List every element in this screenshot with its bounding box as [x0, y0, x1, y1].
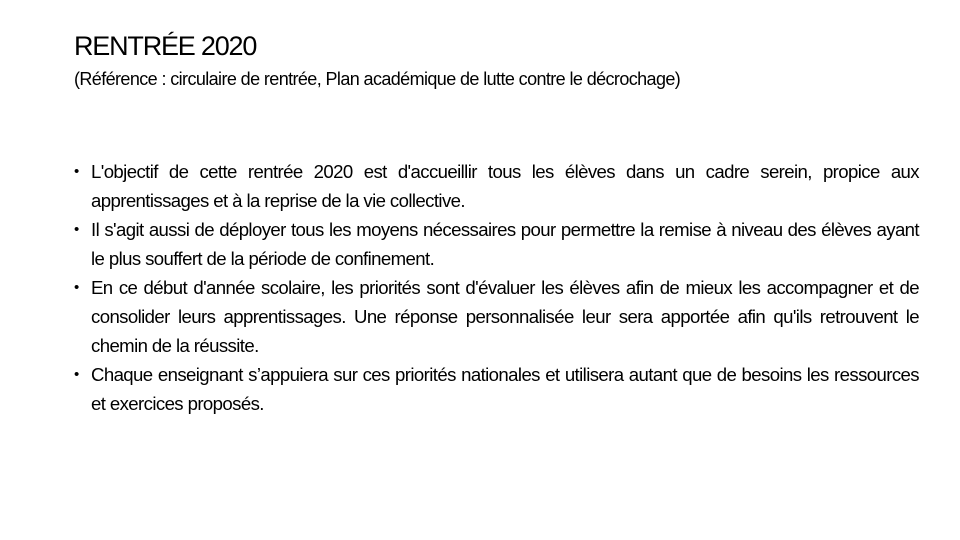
bullet-dot-icon: •	[74, 279, 79, 296]
bullet-item	[74, 273, 919, 360]
bullet-text: Chaque enseignant s’appuiera sur ces priorités nationales et utilisera autant que de besoins les ressources et exercices proposés.	[91, 364, 919, 414]
bullet-dot-icon: •	[74, 163, 79, 180]
bullet-item	[74, 215, 919, 273]
slide-title: RENTRÉE 2020	[74, 31, 257, 61]
bullet-item	[74, 360, 919, 418]
slide-subtitle: (Référence : circulaire de rentrée, Plan académique de lutte contre le décrochage)	[74, 69, 681, 89]
bullet-text: En ce début d'année scolaire, les priorités sont d'évaluer les élèves afin de mieux les accompagner et de consolider leurs apprentissages. Une réponse personnalisée leur sera apportée afin qu'ils retrouvent le chemin de la réussite.	[91, 277, 919, 356]
bullet-dot-icon: •	[74, 221, 79, 238]
bullet-text: L'objectif de cette rentrée 2020 est d'accueillir tous les élèves dans un cadre serein, propice aux apprentissages et à la reprise de la vie collective.	[91, 161, 919, 211]
bullet-list	[74, 157, 919, 418]
bullet-dot-icon: •	[74, 366, 79, 383]
bullet-text: Il s'agit aussi de déployer tous les moyens nécessaires pour permettre la remise à niveau des élèves ayant le plus souffert de la période de confinement.	[91, 219, 919, 269]
bullet-item	[74, 157, 919, 215]
